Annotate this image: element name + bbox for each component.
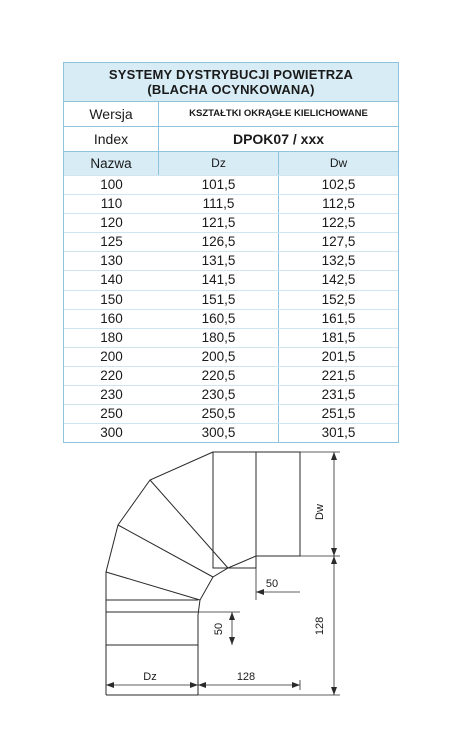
table-title [64, 63, 398, 101]
cell-dw: 152,5 [321, 291, 356, 307]
cell-dz: 121,5 [159, 214, 279, 232]
title-line-1: SYSTEMY DYSTRYBUCJI POWIETRZA [108, 67, 354, 82]
cell-nazwa: 300 [100, 425, 123, 441]
cell-nazwa: 110 [100, 196, 123, 212]
label-50-left: 50 [213, 622, 225, 636]
header-dw: Dw [329, 156, 348, 170]
top-socket-cap [256, 452, 300, 556]
table-row [64, 213, 398, 232]
index-value: DPOK07 / xxx [232, 131, 325, 147]
cell-dz: 160,5 [159, 310, 279, 328]
header-nazwa: Nazwa [64, 152, 159, 175]
elbow-outer-edge [106, 452, 213, 695]
cell-dw: 301,5 [321, 425, 356, 441]
cell-dw: 132,5 [321, 253, 356, 269]
label-128-right: 128 [314, 616, 326, 636]
cell-dw: 231,5 [321, 387, 356, 403]
title-line-2: (BLACHA OCYNKOWANA) [147, 82, 315, 97]
index-label: Index [64, 127, 159, 151]
cell-dw: 251,5 [321, 406, 356, 422]
cell-dz: 230,5 [159, 386, 279, 404]
cell-dw: 201,5 [321, 348, 356, 364]
cell-nazwa: 120 [100, 215, 123, 231]
table-body [64, 175, 398, 442]
cell-dz: 101,5 [159, 176, 279, 194]
top-socket-outline [213, 452, 256, 568]
cell-dz: 200,5 [159, 348, 279, 366]
cell-dz: 250,5 [159, 405, 279, 423]
table-row [64, 309, 398, 328]
elbow-drawing [0, 440, 474, 750]
index-row [64, 126, 398, 151]
label-dz: Dz [143, 671, 157, 683]
table-row [64, 290, 398, 309]
cell-nazwa: 230 [100, 387, 123, 403]
cell-dw: 161,5 [321, 310, 356, 326]
cell-dz: 131,5 [159, 252, 279, 270]
table-row [64, 404, 398, 423]
table-row [64, 232, 398, 251]
cell-dz: 151,5 [159, 291, 279, 309]
cell-dw: 142,5 [321, 272, 356, 288]
column-header-row [64, 151, 398, 175]
spec-table [63, 62, 399, 443]
cell-dw: 127,5 [321, 234, 356, 250]
header-dz: Dz [159, 152, 279, 175]
version-row [64, 101, 398, 126]
cell-dz: 141,5 [159, 271, 279, 289]
table-row [64, 175, 398, 194]
cell-nazwa: 200 [100, 348, 123, 364]
table-row [64, 366, 398, 385]
cell-nazwa: 220 [100, 367, 123, 383]
table-row [64, 328, 398, 347]
cell-dz: 220,5 [159, 367, 279, 385]
table-row [64, 347, 398, 366]
cell-dw: 112,5 [322, 196, 355, 212]
cell-dw: 221,5 [321, 367, 356, 383]
cell-nazwa: 180 [100, 329, 123, 345]
table-row [64, 194, 398, 213]
cell-dz: 180,5 [159, 329, 279, 347]
cell-nazwa: 140 [100, 272, 123, 288]
cell-dz: 126,5 [159, 233, 279, 251]
cell-nazwa: 100 [100, 177, 123, 192]
cell-dw: 102,5 [321, 177, 356, 192]
cell-dz: 300,5 [159, 424, 279, 442]
cell-dw: 122,5 [321, 215, 356, 231]
version-value: KSZTAŁTKI OKRĄGŁE KIELICHOWANE [189, 108, 368, 119]
version-label: Wersja [64, 102, 159, 126]
cell-dz: 111,5 [159, 195, 279, 213]
cell-nazwa: 160 [100, 310, 123, 326]
cell-dw: 181,5 [321, 329, 356, 345]
table-row [64, 270, 398, 289]
label-dw: Dw [314, 504, 326, 520]
cell-nazwa: 125 [100, 234, 123, 250]
table-row [64, 385, 398, 404]
label-50-top: 50 [265, 578, 279, 590]
cell-nazwa: 130 [100, 253, 123, 269]
table-row [64, 251, 398, 270]
label-128-bottom: 128 [236, 671, 256, 683]
cell-nazwa: 250 [100, 406, 123, 422]
cell-nazwa: 150 [100, 291, 123, 307]
